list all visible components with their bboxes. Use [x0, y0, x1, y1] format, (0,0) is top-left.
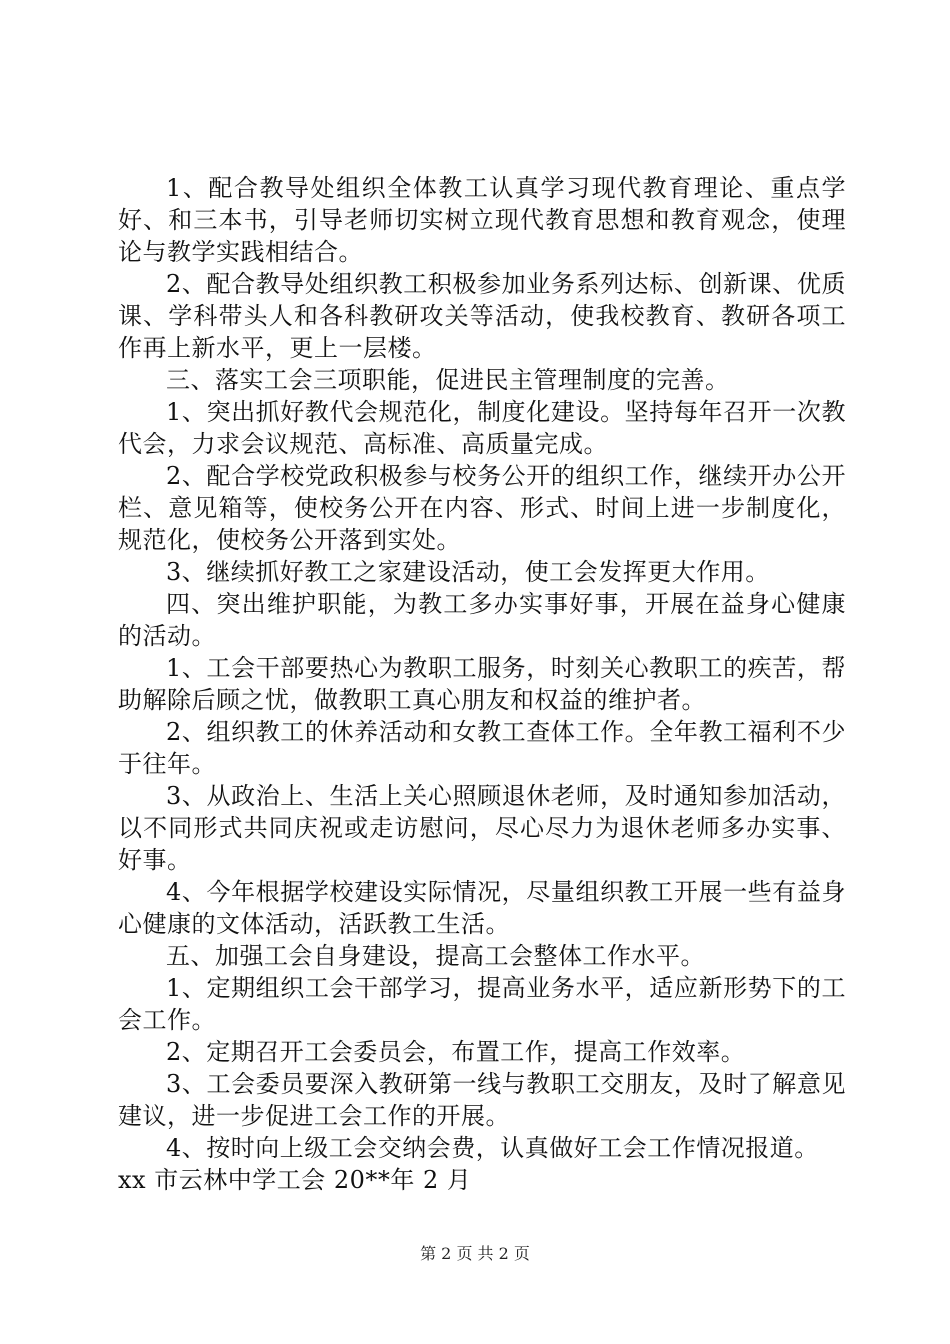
document-body: [118, 172, 846, 1196]
paragraph-3-3: 3、继续抓好教工之家建设活动，使工会发挥更大作用。: [166, 558, 770, 586]
paragraph-5-2: 2、定期召开工会委员会，布置工作，提高工作效率。: [166, 1038, 746, 1066]
paragraph-4-4: 4、今年根据学校建设实际情况，尽量组织教工开展一些有益身心健康的文体活动，活跃教工生活。: [118, 878, 846, 938]
page-number-footer: 第 2 页 共 2 页: [420, 1244, 530, 1263]
section-heading-3: 三、落实工会三项职能，促进民主管理制度的完善。: [166, 366, 730, 394]
paragraph-3-2: 2、配合学校党政积极参与校务公开的组织工作，继续开办公开栏、意见箱等，使校务公开在内容、形式、时间上进一步制度化，规范化，使校务公开落到实处。: [118, 462, 846, 554]
paragraph-5-3: 3、工会委员要深入教研第一线与教职工交朋友，及时了解意见建议，进一步促进工会工作的开展。: [118, 1070, 846, 1130]
paragraph-2: 2、配合教导处组织教工积极参加业务系列达标、创新课、优质课、学科带头人和各科教研攻关等活动，使我校教育、教研各项工作再上新水平，更上一层楼。: [118, 270, 846, 362]
paragraph-1: 1、配合教导处组织全体教工认真学习现代教育理论、重点学好、和三本书，引导老师切实树立现代教育思想和教育观念，使理论与教学实践相结合。: [118, 174, 846, 266]
paragraph-5-1: 1、定期组织工会干部学习，提高业务水平，适应新形势下的工会工作。: [118, 974, 846, 1034]
section-heading-5: 五、加强工会自身建设，提高工会整体工作水平。: [166, 942, 705, 970]
signature-line: xx 市云林中学工会 20**年 2 月: [118, 1166, 472, 1194]
paragraph-4-3: 3、从政治上、生活上关心照顾退休老师，及时通知参加活动，以不同形式共同庆祝或走访慰问，尽心尽力为退休老师多办实事、好事。: [118, 782, 846, 874]
paragraph-5-4: 4、按时向上级工会交纳会费，认真做好工会工作情况报道。: [166, 1134, 819, 1162]
paragraph-4-1: 1、工会干部要热心为教职工服务，时刻关心教职工的疾苦，帮助解除后顾之忧，做教职工真心朋友和权益的维护者。: [118, 654, 846, 714]
paragraph-3-1: 1、突出抓好教代会规范化，制度化建设。坚持每年召开一次教代会，力求会议规范、高标准、高质量完成。: [118, 398, 846, 458]
section-heading-4: 四、突出维护职能，为教工多办实事好事，开展在益身心健康的活动。: [118, 590, 846, 650]
paragraph-4-2: 2、组织教工的休养活动和女教工查体工作。全年教工福利不少于往年。: [118, 718, 846, 778]
